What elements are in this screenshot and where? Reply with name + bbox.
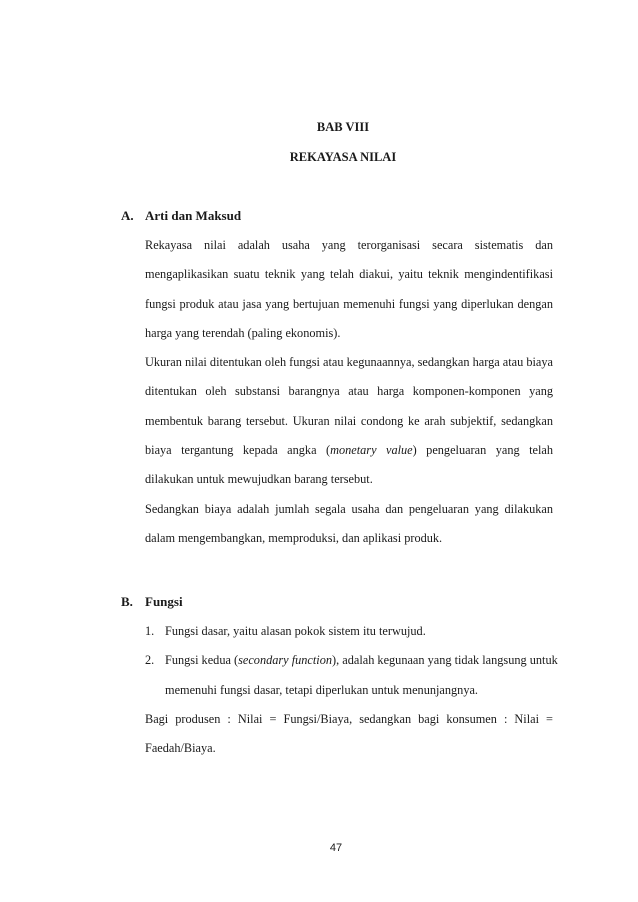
list-item-1-text: Fungsi dasar, yaitu alasan pokok sistem itu terwujud.: [165, 624, 426, 638]
section-a-title: Arti dan Maksud: [145, 208, 242, 223]
section-b-closing: Bagi produsen : Nilai = Fungsi/Biaya, sedangkan bagi konsumen : Nilai = Faedah/Biaya.: [145, 712, 553, 756]
section-a-heading: [121, 208, 241, 224]
chapter-label: BAB VIII: [316, 120, 370, 134]
section-a-letter: A.: [121, 208, 134, 223]
function-list: [145, 617, 560, 705]
section-a-paragraph-3: Sedangkan biaya adalah jumlah segala usaha dan pengeluaran yang dilakukan dalam mengembangkan, memproduksi, dan aplikasi produk.: [145, 502, 553, 546]
function-list-item-1: [145, 617, 560, 646]
list-number-1: 1.: [145, 624, 155, 638]
list-item-2-text-end: ), adalah kegunaan yang tidak langsung untuk memenuhi fungsi dasar, tetapi diperlukan untuk menunjangnya.: [165, 653, 558, 697]
page-number: 47: [329, 842, 343, 854]
list-item-2-text-start: Fungsi kedua (: [165, 653, 239, 668]
list-number-2: 2.: [145, 653, 155, 668]
section-b-letter: B.: [121, 594, 133, 609]
chapter-title: REKAYASA NILAI: [289, 150, 397, 164]
secondary-function-term: secondary function: [238, 653, 333, 668]
function-list-item-2: [145, 646, 560, 705]
section-b-title: Fungsi: [145, 594, 183, 609]
paragraph-2-text-end: ) pengeluaran yang telah dilakukan untuk mewujudkan barang tersebut.: [145, 442, 553, 487]
monetary-value-term: monetary value: [330, 442, 413, 457]
section-a-paragraph-1: Rekayasa nilai adalah usaha yang terorganisasi secara sistematis dan mengaplikasikan suatu teknik yang telah diakui, yaitu teknik mengindentifikasi fungsi produk atau jasa yang bertujuan memenuhi fungsi yang diperlukan dengan harga yang terendah (paling ekonomis).: [145, 238, 553, 340]
section-b-heading: [121, 594, 183, 610]
paragraph-2-text-start: Ukuran nilai ditentukan oleh fungsi atau kegunaannya, sedangkan harga atau biaya ditentukan oleh substansi barangnya atau harga komponen-komponen yang membentuk barang tersebut. Ukuran nilai condong ke arah subjektif, sedangkan biaya tergantung kepada angka (: [145, 355, 553, 457]
section-a-paragraph-2: [145, 348, 553, 494]
